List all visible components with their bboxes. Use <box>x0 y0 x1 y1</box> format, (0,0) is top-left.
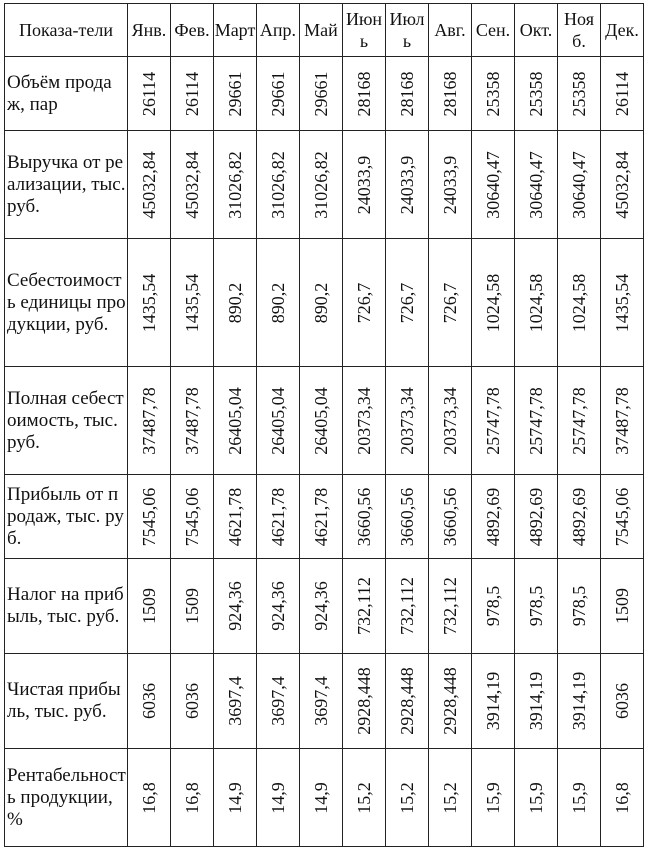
value-text: 28168 <box>397 71 417 116</box>
value-text: 924,36 <box>268 581 288 631</box>
value-cell <box>429 654 472 749</box>
value-text: 1509 <box>612 588 632 624</box>
value-cell <box>515 475 558 559</box>
value-text: 31026,82 <box>311 150 331 219</box>
table-row <box>5 57 644 131</box>
value-cell <box>472 131 515 239</box>
value-text: 15,2 <box>354 781 374 814</box>
value-cell <box>601 57 644 131</box>
value-cell <box>214 57 257 131</box>
value-text: 2928,448 <box>397 667 417 735</box>
value-text: 25358 <box>483 71 503 116</box>
value-text: 1435,54 <box>139 273 159 332</box>
value-cell <box>128 57 171 131</box>
value-text: 31026,82 <box>225 150 245 219</box>
indicators-table <box>4 3 644 847</box>
value-cell <box>515 559 558 654</box>
value-text: 24033,9 <box>397 155 417 214</box>
value-cell <box>386 57 429 131</box>
row-label: Объём продаж, пар <box>5 57 128 131</box>
value-text: 30640,47 <box>526 150 546 219</box>
value-text: 37487,78 <box>182 386 202 455</box>
header-row <box>5 4 644 57</box>
value-cell <box>171 57 214 131</box>
value-cell <box>343 239 386 367</box>
value-text: 24033,9 <box>440 155 460 214</box>
value-cell <box>472 654 515 749</box>
value-text: 15,9 <box>483 781 503 814</box>
value-text: 31026,82 <box>268 150 288 219</box>
row-label: Прибыль от продаж, тыс. руб. <box>5 475 128 559</box>
value-text: 1435,54 <box>182 273 202 332</box>
table-row <box>5 239 644 367</box>
value-text: 15,9 <box>569 781 589 814</box>
value-text: 3660,56 <box>354 487 374 546</box>
value-cell <box>214 749 257 847</box>
value-text: 30640,47 <box>483 150 503 219</box>
value-cell <box>429 131 472 239</box>
value-text: 45032,84 <box>139 150 159 219</box>
value-text: 890,2 <box>268 282 288 323</box>
value-cell <box>128 239 171 367</box>
value-text: 15,2 <box>397 781 417 814</box>
value-cell <box>558 475 601 559</box>
value-text: 1024,58 <box>526 273 546 332</box>
value-text: 37487,78 <box>139 386 159 455</box>
value-text: 26405,04 <box>311 386 331 455</box>
value-cell <box>300 749 343 847</box>
row-label: Рентабельность продукции, % <box>5 749 128 847</box>
value-text: 16,8 <box>612 781 632 814</box>
value-text: 14,9 <box>311 781 331 814</box>
value-cell <box>386 654 429 749</box>
value-cell <box>300 475 343 559</box>
value-text: 26114 <box>182 71 202 116</box>
value-cell <box>601 239 644 367</box>
value-cell <box>214 475 257 559</box>
value-cell <box>300 239 343 367</box>
value-text: 1024,58 <box>569 273 589 332</box>
value-cell <box>257 749 300 847</box>
value-cell <box>558 559 601 654</box>
value-cell <box>558 239 601 367</box>
value-cell <box>386 475 429 559</box>
row-label: Себестоимость единицы продукции, руб. <box>5 239 128 367</box>
value-cell <box>429 475 472 559</box>
header-month-apr: Апр. <box>257 4 300 57</box>
value-cell <box>214 654 257 749</box>
value-cell <box>472 475 515 559</box>
value-cell <box>429 749 472 847</box>
value-cell <box>343 559 386 654</box>
value-cell <box>515 57 558 131</box>
value-cell <box>171 559 214 654</box>
value-cell <box>343 654 386 749</box>
value-text: 25358 <box>569 71 589 116</box>
value-text: 30640,47 <box>569 150 589 219</box>
value-cell <box>515 367 558 475</box>
header-month-may: Май <box>300 4 343 57</box>
value-text: 14,9 <box>268 781 288 814</box>
value-text: 3914,19 <box>526 671 546 731</box>
value-text: 3697,4 <box>268 676 288 726</box>
value-cell <box>128 654 171 749</box>
value-text: 726,7 <box>440 282 460 323</box>
value-cell <box>429 239 472 367</box>
value-cell <box>472 239 515 367</box>
value-text: 25747,78 <box>483 386 503 455</box>
value-text: 29661 <box>311 71 331 116</box>
value-cell <box>257 57 300 131</box>
header-month-aug: Авг. <box>429 4 472 57</box>
value-cell <box>257 654 300 749</box>
header-month-jan: Янв. <box>128 4 171 57</box>
header-month-oct: Окт. <box>515 4 558 57</box>
value-cell <box>343 475 386 559</box>
value-text: 7545,06 <box>139 487 159 546</box>
value-text: 2928,448 <box>354 667 374 735</box>
value-cell <box>257 239 300 367</box>
value-text: 2928,448 <box>440 667 460 735</box>
value-cell <box>515 749 558 847</box>
value-cell <box>472 57 515 131</box>
value-cell <box>257 475 300 559</box>
value-text: 924,36 <box>311 581 331 631</box>
value-text: 978,5 <box>483 585 503 627</box>
value-cell <box>300 57 343 131</box>
value-text: 20373,34 <box>397 386 417 455</box>
value-cell <box>515 239 558 367</box>
value-cell <box>601 749 644 847</box>
value-text: 26405,04 <box>268 386 288 455</box>
value-cell <box>343 57 386 131</box>
row-label: Чистая прибыль, тыс. руб. <box>5 654 128 749</box>
value-text: 890,2 <box>311 282 331 323</box>
header-month-sep: Сен. <box>472 4 515 57</box>
value-cell <box>343 131 386 239</box>
row-label: Выручка от реализации, тыс. руб. <box>5 131 128 239</box>
header-month-feb: Фев. <box>171 4 214 57</box>
value-cell <box>171 239 214 367</box>
value-text: 1024,58 <box>483 273 503 332</box>
value-cell <box>429 559 472 654</box>
value-cell <box>300 654 343 749</box>
value-text: 26405,04 <box>225 386 245 455</box>
value-cell <box>257 131 300 239</box>
value-cell <box>386 749 429 847</box>
value-cell <box>515 131 558 239</box>
value-text: 25747,78 <box>526 386 546 455</box>
value-cell <box>601 654 644 749</box>
value-cell <box>128 475 171 559</box>
value-cell <box>300 559 343 654</box>
table-row <box>5 131 644 239</box>
value-text: 732,112 <box>440 577 460 635</box>
table-wrapper <box>4 3 644 847</box>
value-text: 16,8 <box>182 781 202 814</box>
value-text: 14,9 <box>225 781 245 814</box>
table-row <box>5 749 644 847</box>
value-text: 6036 <box>182 683 202 719</box>
row-label: Налог на прибыль, тыс. руб. <box>5 559 128 654</box>
value-cell <box>429 367 472 475</box>
value-cell <box>128 367 171 475</box>
value-cell <box>128 131 171 239</box>
header-month-dec: Дек. <box>601 4 644 57</box>
value-text: 7545,06 <box>612 487 632 546</box>
value-text: 3914,19 <box>483 671 503 731</box>
value-cell <box>558 367 601 475</box>
value-text: 4621,78 <box>268 487 288 546</box>
value-text: 3697,4 <box>311 676 331 726</box>
value-text: 20373,34 <box>354 386 374 455</box>
value-text: 26114 <box>612 71 632 116</box>
value-cell <box>257 559 300 654</box>
value-text: 4892,69 <box>569 487 589 546</box>
value-cell <box>601 559 644 654</box>
value-text: 6036 <box>139 683 159 719</box>
value-cell <box>601 131 644 239</box>
value-text: 25747,78 <box>569 386 589 455</box>
value-cell <box>171 131 214 239</box>
value-text: 4621,78 <box>311 487 331 546</box>
value-text: 1435,54 <box>612 273 632 332</box>
value-text: 1509 <box>139 588 159 624</box>
row-label: Полная себестоимость, тыс. руб. <box>5 367 128 475</box>
value-text: 37487,78 <box>612 386 632 455</box>
header-label-cell: Показа-тели <box>5 4 128 57</box>
value-cell <box>386 239 429 367</box>
value-text: 3660,56 <box>440 487 460 546</box>
value-text: 45032,84 <box>182 150 202 219</box>
table-body <box>5 57 644 847</box>
value-text: 3697,4 <box>225 676 245 726</box>
value-cell <box>128 559 171 654</box>
value-text: 15,9 <box>526 781 546 814</box>
value-cell <box>558 131 601 239</box>
value-cell <box>257 367 300 475</box>
value-text: 726,7 <box>397 282 417 323</box>
value-cell <box>601 367 644 475</box>
value-cell <box>171 367 214 475</box>
value-text: 732,112 <box>354 577 374 635</box>
value-cell <box>214 367 257 475</box>
value-cell <box>601 475 644 559</box>
value-cell <box>558 749 601 847</box>
table-row <box>5 559 644 654</box>
value-text: 16,8 <box>139 781 159 814</box>
value-text: 28168 <box>354 71 374 116</box>
value-text: 4892,69 <box>526 487 546 546</box>
value-cell <box>300 131 343 239</box>
value-text: 15,2 <box>440 781 460 814</box>
value-cell <box>472 749 515 847</box>
value-text: 1509 <box>182 588 202 624</box>
value-cell <box>214 559 257 654</box>
value-text: 29661 <box>268 71 288 116</box>
value-text: 45032,84 <box>612 150 632 219</box>
value-text: 978,5 <box>569 585 589 627</box>
value-cell <box>558 57 601 131</box>
value-cell <box>386 559 429 654</box>
value-text: 3660,56 <box>397 487 417 546</box>
value-cell <box>429 57 472 131</box>
value-cell <box>386 131 429 239</box>
value-text: 890,2 <box>225 282 245 323</box>
value-cell <box>558 654 601 749</box>
value-text: 28168 <box>440 71 460 116</box>
value-cell <box>386 367 429 475</box>
value-cell <box>472 559 515 654</box>
value-cell <box>343 749 386 847</box>
value-text: 732,112 <box>397 577 417 635</box>
table-row <box>5 367 644 475</box>
value-cell <box>300 367 343 475</box>
value-cell <box>214 131 257 239</box>
value-cell <box>515 654 558 749</box>
value-cell <box>472 367 515 475</box>
value-text: 25358 <box>526 71 546 116</box>
value-cell <box>171 475 214 559</box>
value-text: 26114 <box>139 71 159 116</box>
value-cell <box>171 654 214 749</box>
value-cell <box>128 749 171 847</box>
header-month-jun: Июнь <box>343 4 386 57</box>
value-text: 4621,78 <box>225 487 245 546</box>
header-month-jul: Июль <box>386 4 429 57</box>
value-text: 3914,19 <box>569 671 589 731</box>
value-text: 978,5 <box>526 585 546 627</box>
value-text: 4892,69 <box>483 487 503 546</box>
value-text: 924,36 <box>225 581 245 631</box>
header-month-mar: Март <box>214 4 257 57</box>
value-text: 24033,9 <box>354 155 374 214</box>
value-cell <box>214 239 257 367</box>
value-text: 726,7 <box>354 282 374 323</box>
value-text: 7545,06 <box>182 487 202 546</box>
table-row <box>5 654 644 749</box>
table-row <box>5 475 644 559</box>
value-text: 6036 <box>612 683 632 719</box>
value-text: 20373,34 <box>440 386 460 455</box>
value-cell <box>343 367 386 475</box>
value-cell <box>171 749 214 847</box>
header-month-nov: Нояб. <box>558 4 601 57</box>
value-text: 29661 <box>225 71 245 116</box>
